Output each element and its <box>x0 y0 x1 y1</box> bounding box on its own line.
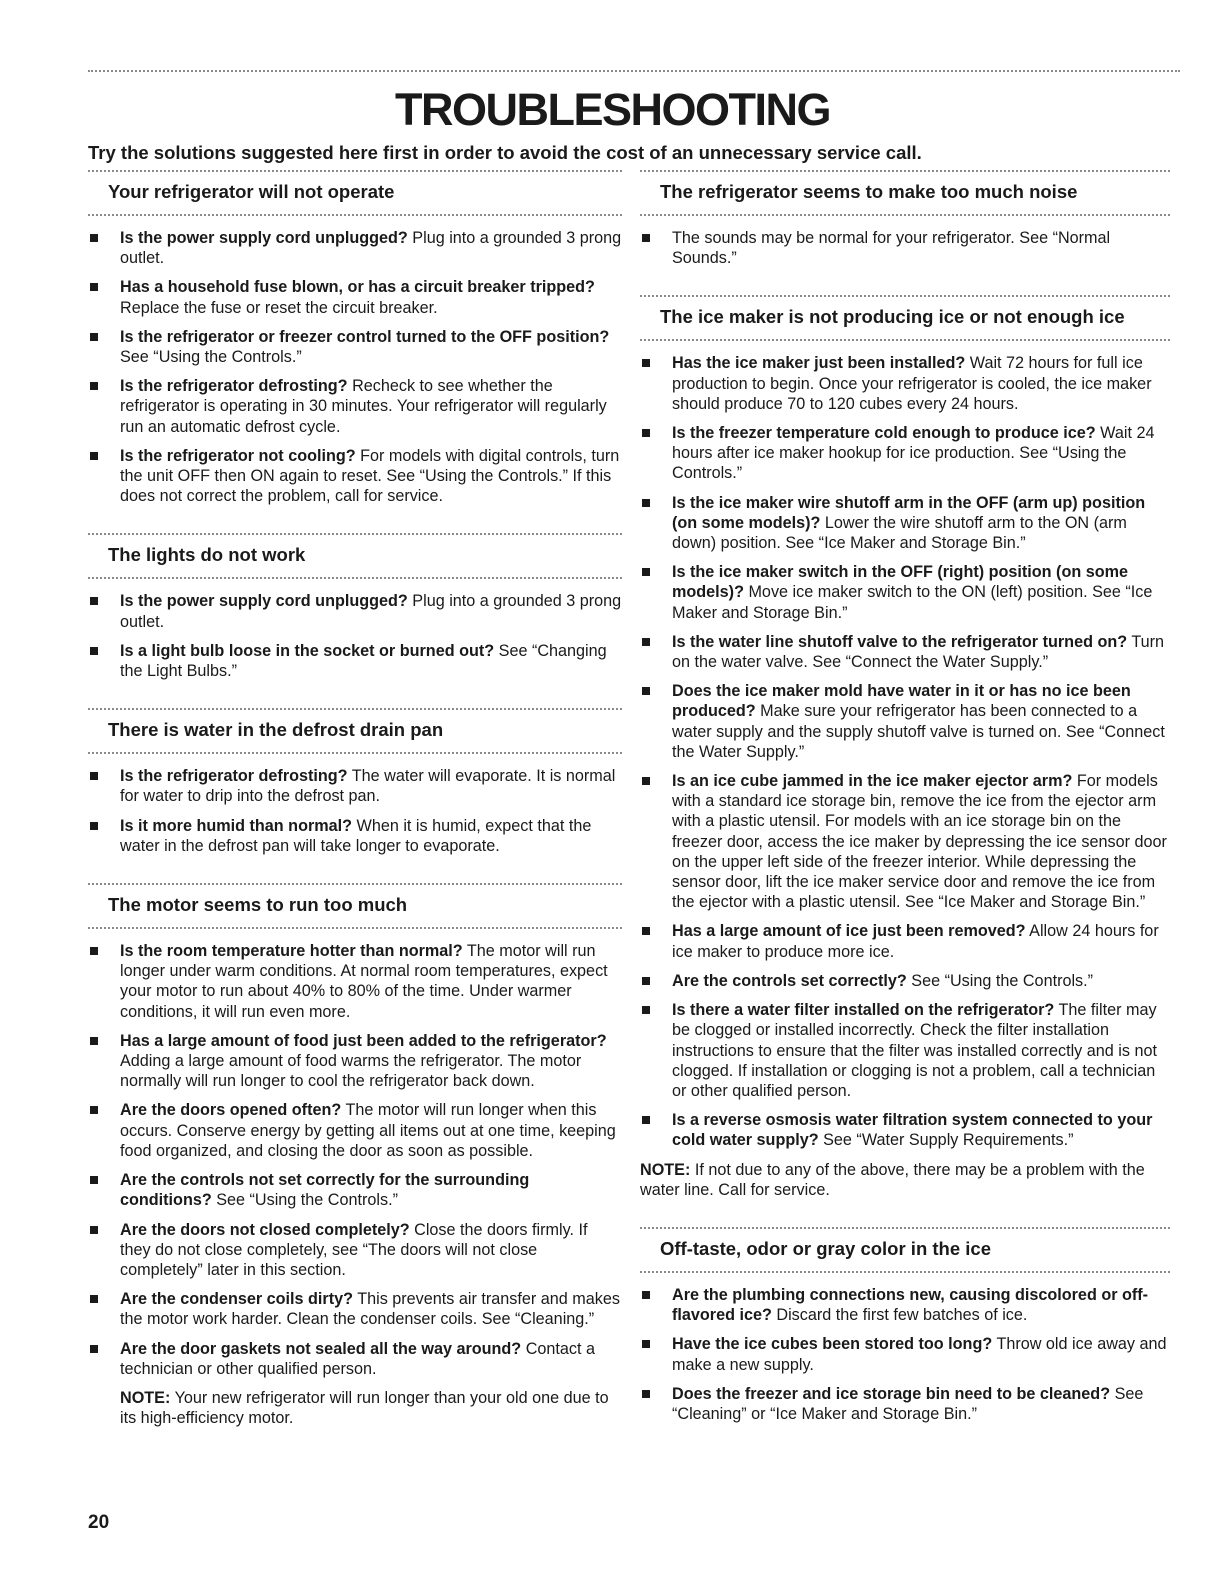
list-item <box>88 641 622 681</box>
answer-text: The filter may be clogged or installed incorrectly. Check the filter installation instructions to ensure that the filter was installed correctly and is not clogged. If installation or clogging is not a problem, call a technician or other qualified person. <box>672 1001 1157 1100</box>
list-item <box>88 766 622 806</box>
list-item <box>88 1170 622 1210</box>
section-heading: The ice maker is not producing ice or not enough ice <box>640 295 1170 341</box>
answer-text: Lower the wire shutoff arm to the ON (arm down) position. See “Ice Maker and Storage Bin.” <box>672 513 1127 553</box>
question-text: Has a household fuse blown, or has a circuit breaker tripped? <box>120 278 595 297</box>
question-text: Is the refrigerator defrosting? <box>120 767 348 786</box>
list-item <box>88 277 622 317</box>
square-bullet-icon <box>642 1116 650 1124</box>
square-bullet-icon <box>642 1390 650 1398</box>
answer-text: Discard the first few batches of ice. <box>776 1306 1028 1325</box>
square-bullet-icon <box>642 687 650 695</box>
square-bullet-icon <box>642 927 650 935</box>
list-item <box>640 493 1170 554</box>
list-item <box>88 1031 622 1092</box>
answer-text: See “Water Supply Requirements.” <box>823 1131 1074 1150</box>
square-bullet-icon <box>90 947 98 955</box>
answer-text: The motor will run longer under warm conditions. At normal room temperatures, expect your motor to run about 40% to 80% of the time. Under warmer conditions, it will run even more. <box>120 942 608 1021</box>
section-motor <box>88 883 622 1428</box>
question-text: Has the ice maker just been installed? <box>672 354 966 373</box>
square-bullet-icon <box>90 822 98 830</box>
list-item <box>640 1384 1170 1424</box>
question-text: Have the ice cubes been stored too long? <box>672 1335 993 1354</box>
answer-text: Wait 72 hours for full ice production to begin. Once your refrigerator is cooled, the ice maker should produce 70 to 120 cubes every 24 hours. <box>672 354 1152 413</box>
question-text: Are the door gaskets not sealed all the way around? <box>120 1339 522 1358</box>
question-text: Are the doors opened often? <box>120 1101 342 1120</box>
answer-text: Wait 24 hours after ice maker hookup for ice production. See “Using the Controls.” <box>672 424 1155 483</box>
answer-text: Plug into a grounded 3 prong outlet. <box>120 592 622 631</box>
section-heading: The motor seems to run too much <box>88 883 622 929</box>
list-item <box>88 327 622 367</box>
answer-text: Turn on the water valve. See “Connect the Water Supply.” <box>672 632 1165 672</box>
square-bullet-icon <box>90 647 98 655</box>
list-item <box>640 1110 1170 1150</box>
answer-text: Move ice maker switch to the ON (left) position. See “Ice Maker and Storage Bin.” <box>672 583 1153 622</box>
section-ice-maker <box>640 295 1170 1200</box>
answer-text: The sounds may be normal for your refrigerator. See “Normal Sounds.” <box>672 229 1111 268</box>
question-text: Are the doors not closed completely? <box>120 1220 410 1239</box>
answer-text: See “Using the Controls.” <box>216 1191 398 1210</box>
question-text: Is the refrigerator defrosting? <box>120 377 348 396</box>
answer-text: Contact a technician or other qualified person. <box>120 1339 595 1378</box>
answer-text: Plug into a grounded 3 prong outlet. <box>120 229 622 268</box>
square-bullet-icon <box>90 1176 98 1184</box>
list-item <box>88 1289 622 1329</box>
item-list <box>88 766 622 856</box>
question-text: Has a large amount of food just been added to the refrigerator? <box>120 1031 607 1050</box>
top-divider <box>88 70 1180 72</box>
list-item <box>640 423 1170 484</box>
question-text: Has a large amount of ice just been removed? <box>672 922 1026 941</box>
question-text: Is it more humid than normal? <box>120 816 353 835</box>
page-number: 20 <box>88 1512 110 1533</box>
question-text: Is an ice cube jammed in the ice maker ejector arm? <box>672 772 1073 791</box>
square-bullet-icon <box>90 1295 98 1303</box>
answer-text: When it is humid, expect that the water in the defrost pan will take longer to evaporate. <box>120 816 592 855</box>
list-item <box>640 681 1170 762</box>
list-item <box>88 591 622 631</box>
section-heading: The refrigerator seems to make too much noise <box>640 170 1170 216</box>
square-bullet-icon <box>642 977 650 985</box>
list-item <box>88 376 622 437</box>
list-item <box>88 1339 622 1379</box>
answer-text: For models with digital controls, turn the unit OFF then ON again to reset. See “Using the Controls.” If this does not correct the problem, call for service. <box>120 446 620 506</box>
question-text: Is there a water filter installed on the refrigerator? <box>672 1001 1055 1020</box>
list-item <box>88 1220 622 1281</box>
answer-text: Allow 24 hours for ice maker to produce more ice. <box>672 922 1159 961</box>
list-item <box>640 1285 1170 1325</box>
item-list <box>88 591 622 681</box>
question-text: Are the plumbing connections new, causing discolored or off-flavored ice? <box>672 1285 1149 1325</box>
square-bullet-icon <box>642 638 650 646</box>
question-text: Are the controls not set correctly for the surrounding conditions? <box>120 1171 530 1210</box>
item-list <box>640 1285 1170 1424</box>
note-text: Your new refrigerator will run longer than your old one due to its high-efficiency motor. <box>120 1388 609 1428</box>
section-heading: There is water in the defrost drain pan <box>88 708 622 754</box>
answer-text: Recheck to see whether the refrigerator is operating in 30 minutes. Your refrigerator will regularly run an automatic defrost cycle. <box>120 377 607 436</box>
note-label: NOTE: <box>640 1160 691 1179</box>
list-item <box>88 941 622 1022</box>
item-list <box>640 353 1170 1150</box>
square-bullet-icon <box>642 777 650 785</box>
answer-text: See “Using the Controls.” <box>911 971 1094 990</box>
question-text: Is a light bulb loose in the socket or burned out? <box>120 641 495 660</box>
list-item <box>88 228 622 268</box>
item-list <box>88 941 622 1379</box>
answer-text: See “Using the Controls.” <box>120 348 302 367</box>
section-heading: Off-taste, odor or gray color in the ice <box>640 1227 1170 1273</box>
question-text: Does the ice maker mold have water in it or has no ice been produced? <box>672 682 1131 721</box>
answer-text: Replace the fuse or reset the circuit breaker. <box>120 298 438 317</box>
item-list <box>88 228 622 506</box>
square-bullet-icon <box>642 1340 650 1348</box>
section-heading: The lights do not work <box>88 533 622 579</box>
list-item <box>640 1000 1170 1101</box>
square-bullet-icon <box>642 1006 650 1014</box>
square-bullet-icon <box>90 382 98 390</box>
square-bullet-icon <box>642 1291 650 1299</box>
square-bullet-icon <box>642 568 650 576</box>
question-text: Does the freezer and ice storage bin need to be cleaned? <box>672 1384 1111 1403</box>
square-bullet-icon <box>90 1345 98 1353</box>
square-bullet-icon <box>642 234 650 242</box>
intro-text: Try the solutions suggested here first in order to avoid the cost of an unnecessary service call. <box>88 142 922 163</box>
square-bullet-icon <box>90 772 98 780</box>
answer-text: Throw old ice away and make a new supply. <box>672 1335 1167 1374</box>
square-bullet-icon <box>90 234 98 242</box>
question-text: Are the condenser coils dirty? <box>120 1290 353 1309</box>
answer-text: Close the doors firmly. If they do not close completely, see “The doors will not close completely” later in this section. <box>120 1220 588 1279</box>
list-item <box>640 771 1170 912</box>
question-text: Is the refrigerator or freezer control turned to the OFF position? <box>120 327 610 346</box>
answer-text: See “Cleaning” or “Ice Maker and Storage Bin.” <box>672 1384 1144 1423</box>
question-text: Is the power supply cord unplugged? <box>120 592 408 611</box>
square-bullet-icon <box>90 283 98 291</box>
question-text: Is the freezer temperature cold enough to produce ice? <box>672 424 1096 443</box>
section-defrost-pan <box>88 708 622 856</box>
square-bullet-icon <box>642 429 650 437</box>
item-list <box>640 228 1170 268</box>
list-item <box>640 1334 1170 1374</box>
section-not-operate <box>88 170 622 506</box>
right-column <box>640 170 1170 1433</box>
note-text: If not due to any of the above, there may be a problem with the water line. Call for service. <box>640 1160 1145 1199</box>
question-text: Is the room temperature hotter than normal? <box>120 942 463 961</box>
list-item <box>640 632 1170 672</box>
answer-text: Adding a large amount of food warms the refrigerator. The motor normally will run longer to cool the refrigerator back down. <box>120 1052 582 1091</box>
question-text: Is the refrigerator not cooling? <box>120 446 356 465</box>
list-item <box>640 562 1170 623</box>
square-bullet-icon <box>90 333 98 341</box>
note <box>640 1160 1170 1200</box>
list-item <box>640 921 1170 961</box>
section-lights <box>88 533 622 681</box>
note-label: NOTE: <box>120 1388 171 1407</box>
question-text: Is the ice maker switch in the OFF (right) position (on some models)? <box>672 563 1129 602</box>
answer-text: Make sure your refrigerator has been connected to a water supply and the supply shutoff valve is turned on. See “Connect the Water Supply.” <box>672 702 1165 761</box>
square-bullet-icon <box>642 499 650 507</box>
note <box>88 1388 622 1428</box>
list-item <box>88 446 622 507</box>
square-bullet-icon <box>90 1226 98 1234</box>
answer-text: The water will evaporate. It is normal for water to drip into the defrost pan. <box>120 767 616 806</box>
section-noise <box>640 170 1170 268</box>
page-title: TROUBLESHOOTING <box>395 84 830 135</box>
answer-text: This prevents air transfer and makes the motor work harder. Clean the condenser coils. See “Cleaning.” <box>120 1290 620 1329</box>
left-column <box>88 170 622 1437</box>
question-text: Is the water line shutoff valve to the refrigerator turned on? <box>672 632 1128 651</box>
list-item <box>88 816 622 856</box>
answer-text: The motor will run longer when this occurs. Conserve energy by getting all items out at one time, keeping food organized, and closing the door as soon as possible. <box>120 1101 616 1160</box>
square-bullet-icon <box>90 1106 98 1114</box>
question-text: Is the ice maker wire shutoff arm in the OFF (arm up) position (on some models)? <box>672 493 1146 532</box>
question-text: Is the power supply cord unplugged? <box>120 229 408 247</box>
square-bullet-icon <box>90 1037 98 1045</box>
list-item <box>640 353 1170 414</box>
answer-text: See “Changing the Light Bulbs.” <box>120 641 607 681</box>
section-off-taste <box>640 1227 1170 1424</box>
square-bullet-icon <box>90 597 98 605</box>
question-text: Are the controls set correctly? <box>672 971 907 990</box>
answer-text: For models with a standard ice storage bin, remove the ice from the ejector arm with a plastic utensil. For models with an ice storage bin on the freezer door, access the ice maker by depressing the ice sensor door on the upper left side of the freezer interior. While depressing the sensor door, lift the ice maker service door and remove the ice from the ejector with a plastic utensil. See “Ice Maker and Storage Bin.” <box>672 772 1167 912</box>
square-bullet-icon <box>90 452 98 460</box>
question-text: Is a reverse osmosis water filtration system connected to your cold water supply? <box>672 1111 1153 1150</box>
square-bullet-icon <box>642 359 650 367</box>
list-item <box>88 1100 622 1161</box>
section-heading: Your refrigerator will not operate <box>88 170 622 216</box>
list-item <box>640 228 1170 268</box>
list-item <box>640 971 1170 991</box>
